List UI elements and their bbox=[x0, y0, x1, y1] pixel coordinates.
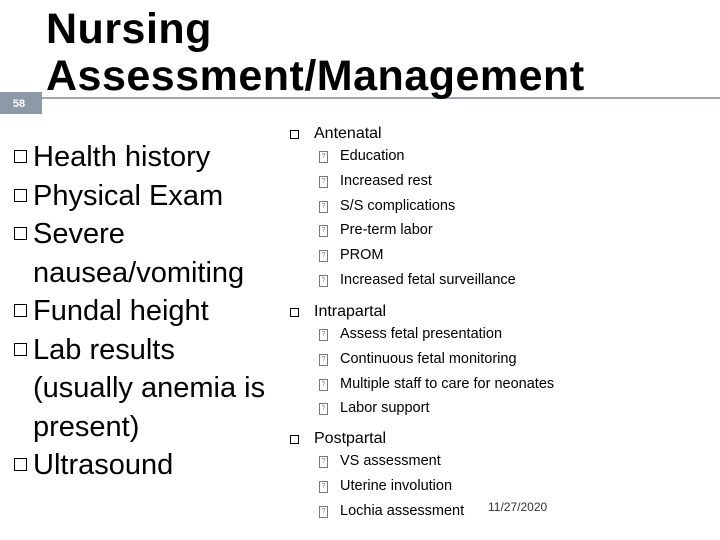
list-item bbox=[14, 446, 276, 485]
missing-glyph-icon: ? bbox=[319, 225, 328, 237]
missing-glyph-icon: ? bbox=[319, 201, 328, 213]
antenatal-section bbox=[290, 124, 710, 293]
sub-list-item: ? Labor support bbox=[319, 396, 710, 421]
sub-list-item: ? Uterine involution bbox=[319, 474, 710, 499]
missing-glyph-icon: ? bbox=[319, 379, 328, 391]
sub-list-item: ? VS assessment bbox=[319, 449, 710, 474]
sub-list-item: ? PROM bbox=[319, 243, 710, 268]
list-item bbox=[14, 177, 276, 216]
intrapartal-sub-list bbox=[290, 322, 710, 421]
slide-title bbox=[46, 6, 696, 100]
list-item-text: Health history bbox=[33, 141, 211, 173]
list-item-text: Ultrasound bbox=[33, 449, 174, 481]
checkbox-bullet-icon bbox=[14, 150, 27, 163]
missing-glyph-icon: ? bbox=[319, 275, 328, 287]
sub-list-item: ? Increased fetal surveillance bbox=[319, 268, 710, 293]
missing-glyph-icon: ? bbox=[319, 176, 328, 188]
missing-glyph-icon: ? bbox=[319, 250, 328, 262]
slide-date: 11/27/2020 bbox=[488, 500, 548, 514]
sub-list-item: ? Continuous fetal monitoring bbox=[319, 347, 710, 372]
checkbox-bullet-icon bbox=[14, 458, 27, 471]
checkbox-bullet-icon bbox=[14, 343, 27, 356]
checkbox-bullet-icon bbox=[14, 189, 27, 202]
missing-glyph-icon: ? bbox=[319, 456, 328, 468]
checkbox-bullet-icon bbox=[290, 130, 299, 139]
checkbox-bullet-icon bbox=[14, 227, 27, 240]
slide-number: 58 bbox=[12, 98, 26, 110]
checkbox-bullet-icon bbox=[290, 308, 299, 317]
title-line-2: Assessment/Management bbox=[46, 52, 585, 100]
antenatal-sub-list bbox=[290, 144, 710, 293]
left-bullet-list bbox=[14, 138, 276, 485]
list-item bbox=[14, 292, 276, 331]
sub-list-item: ? Multiple staff to care for neonates bbox=[319, 372, 710, 397]
missing-glyph-icon: ? bbox=[319, 403, 328, 415]
list-item-text: Lab results (usually anemia is present) bbox=[33, 333, 266, 443]
missing-glyph-icon: ? bbox=[319, 481, 328, 493]
list-item bbox=[14, 331, 276, 447]
sub-list-item: ? Increased rest bbox=[319, 169, 710, 194]
section-heading: Postpartal bbox=[290, 429, 710, 449]
sub-list-item: ? Lochia assessment bbox=[319, 499, 710, 524]
sub-list-item: ? Assess fetal presentation bbox=[319, 322, 710, 347]
list-item-text: Severe nausea/vomiting bbox=[33, 218, 245, 289]
list-item-text: Fundal height bbox=[33, 295, 209, 327]
checkbox-bullet-icon bbox=[290, 435, 299, 444]
sub-list-item: ? Pre-term labor bbox=[319, 218, 710, 243]
section-heading: Intrapartal bbox=[290, 302, 710, 322]
sub-list-item: ? S/S complications bbox=[319, 194, 710, 219]
section-heading: Antenatal bbox=[290, 124, 710, 144]
sub-list-item: ? Education bbox=[319, 144, 710, 169]
missing-glyph-icon: ? bbox=[319, 151, 328, 163]
list-item-text: Physical Exam bbox=[33, 179, 224, 212]
missing-glyph-icon: ? bbox=[319, 506, 328, 518]
checkbox-bullet-icon bbox=[14, 304, 27, 317]
missing-glyph-icon: ? bbox=[319, 354, 328, 366]
intrapartal-section bbox=[290, 302, 710, 421]
title-line-1: Nursing bbox=[46, 5, 212, 53]
list-item bbox=[14, 215, 276, 292]
missing-glyph-icon: ? bbox=[319, 329, 328, 341]
list-item bbox=[14, 138, 276, 177]
